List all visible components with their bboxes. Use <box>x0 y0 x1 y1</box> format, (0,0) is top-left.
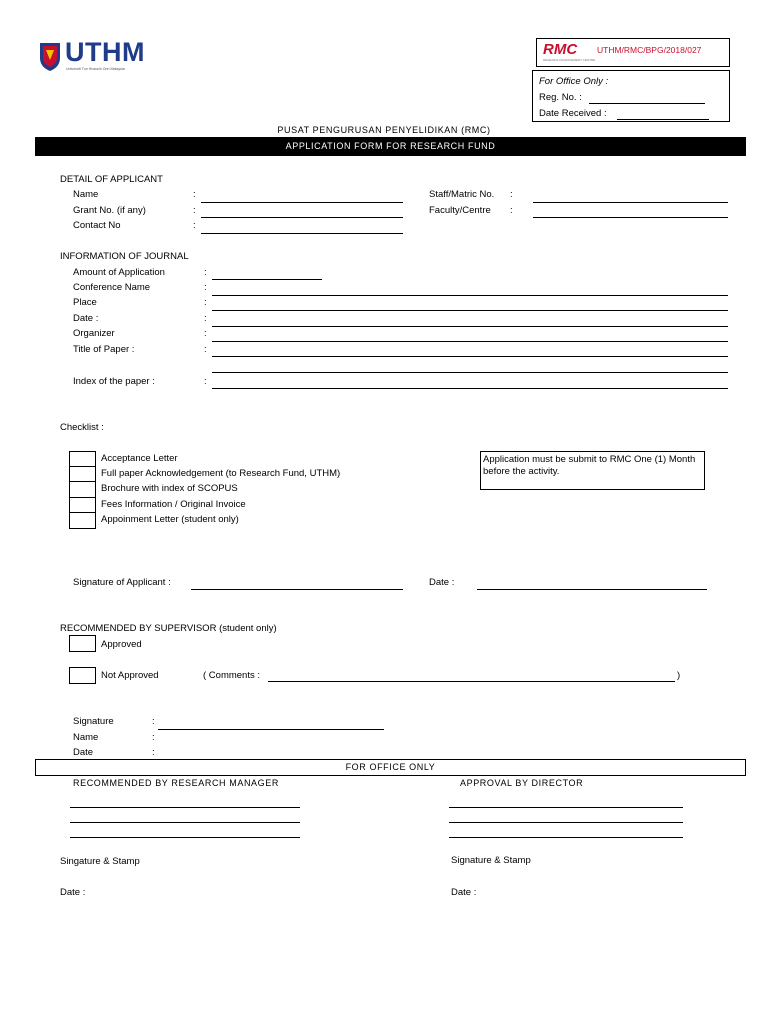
date-received-label: Date Received : <box>539 108 607 119</box>
uthm-logo-text: UTHM <box>65 37 145 67</box>
approved-label: Approved <box>101 639 142 650</box>
supervisor-section-title: RECOMMENDED BY SUPERVISOR (student only) <box>60 623 277 634</box>
checklist-item-3: Brochure with index of SCOPUS <box>101 483 238 494</box>
conference-label: Conference Name <box>73 282 151 293</box>
conference-field[interactable] <box>212 295 728 296</box>
index-label: Index of the paper : <box>73 376 155 387</box>
not-approved-label: Not Approved <box>101 670 159 681</box>
comments-field[interactable] <box>268 681 675 682</box>
amount-label: Amount of Application <box>73 267 165 278</box>
checklist-item-5: Appoinment Letter (student only) <box>101 514 239 525</box>
paper-title-label: Title of Paper : <box>73 344 135 355</box>
comments-label: ( Comments : <box>203 670 261 681</box>
director-date-label: Date : <box>451 887 477 898</box>
reference-code-box <box>536 38 730 67</box>
director-section-title: APPROVAL BY DIRECTOR <box>460 778 584 788</box>
rmc-logo: RMC <box>543 41 578 58</box>
office-only-bar: FOR OFFICE ONLY <box>35 759 746 776</box>
director-field-1[interactable] <box>449 807 683 808</box>
staff-field[interactable] <box>533 202 728 203</box>
colon: : <box>152 716 155 727</box>
manager-field-1[interactable] <box>70 807 300 808</box>
manager-date-label: Date : <box>60 887 86 898</box>
index-field[interactable] <box>212 388 728 389</box>
place-label: Place <box>73 297 97 308</box>
contact-label: Contact No <box>73 220 121 231</box>
supervisor-signature-field[interactable] <box>158 729 384 730</box>
submission-note <box>480 451 705 490</box>
checklist-title: Checklist : <box>60 422 104 433</box>
reference-code: UTHM/RMC/BPG/2018/027 <box>597 45 702 55</box>
uthm-logo <box>38 38 178 74</box>
grant-field[interactable] <box>201 217 403 218</box>
contact-field[interactable] <box>201 233 403 234</box>
manager-section-title: RECOMMENDED BY RESEARCH MANAGER <box>73 778 279 788</box>
approved-checkbox[interactable] <box>69 635 96 652</box>
colon: : <box>152 747 155 758</box>
reg-no-field[interactable] <box>589 103 705 104</box>
manager-stamp-label: Singature & Stamp <box>60 856 140 867</box>
name-label: Name <box>73 189 99 200</box>
director-field-3[interactable] <box>449 837 683 838</box>
applicant-section-title: DETAIL OF APPLICANT <box>60 174 163 185</box>
submission-note-text: Application must be submit to RMC One (1) Month before the activity. <box>483 454 696 477</box>
colon: : <box>193 189 196 200</box>
checklist-item-4: Fees Information / Original Invoice <box>101 499 246 510</box>
colon: : <box>193 205 196 216</box>
journal-date-field[interactable] <box>212 326 728 327</box>
date-label: Date : <box>73 313 99 324</box>
checklist-item-1: Acceptance Letter <box>101 453 178 464</box>
colon: : <box>204 328 207 339</box>
colon: : <box>204 297 207 308</box>
place-field[interactable] <box>212 310 728 311</box>
faculty-field[interactable] <box>533 217 728 218</box>
name-field[interactable] <box>201 202 403 203</box>
center-title: PUSAT PENGURUSAN PENYELIDIKAN (RMC) <box>277 125 491 135</box>
supervisor-date-label: Date <box>73 747 94 758</box>
applicant-date-label: Date : <box>429 577 455 588</box>
checklist-checkbox-3[interactable] <box>69 481 96 498</box>
colon: : <box>193 220 196 231</box>
applicant-date-field[interactable] <box>477 589 707 590</box>
paper-title-field[interactable] <box>212 356 728 357</box>
manager-field-2[interactable] <box>70 822 300 823</box>
applicant-signature-label: Signature of Applicant : <box>73 577 171 588</box>
organizer-field[interactable] <box>212 341 728 342</box>
uthm-crest-icon <box>38 40 62 72</box>
checklist-checkbox-5[interactable] <box>69 512 96 529</box>
colon: : <box>204 344 207 355</box>
amount-field[interactable] <box>212 279 322 280</box>
organizer-label: Organizer <box>73 328 115 339</box>
director-field-2[interactable] <box>449 822 683 823</box>
manager-field-3[interactable] <box>70 837 300 838</box>
not-approved-checkbox[interactable] <box>69 667 96 684</box>
form-title-bar: APPLICATION FORM FOR RESEARCH FUND <box>35 137 746 156</box>
faculty-label: Faculty/Centre <box>429 205 491 216</box>
colon: : <box>204 267 207 278</box>
paper-title-field-2[interactable] <box>212 372 728 373</box>
director-stamp-label: Signature & Stamp <box>451 855 531 866</box>
office-only-box <box>532 70 730 122</box>
supervisor-signature-label: Signature <box>73 716 114 727</box>
journal-section-title: INFORMATION OF JOURNAL <box>60 251 189 262</box>
office-only-title: For Office Only : <box>539 76 609 87</box>
colon: : <box>204 376 207 387</box>
colon: : <box>204 282 207 293</box>
uthm-logo-tagline: Universiti Tun Hussein Onn Malaysia <box>66 67 125 71</box>
supervisor-name-label: Name <box>73 732 99 743</box>
rmc-tagline: RESEARCH MANAGEMENT CENTRE <box>543 58 596 62</box>
reg-no-label: Reg. No. : <box>539 92 582 103</box>
comments-close: ) <box>677 670 681 681</box>
staff-label: Staff/Matric No. <box>429 189 495 200</box>
colon: : <box>510 205 513 216</box>
colon: : <box>152 732 155 743</box>
colon: : <box>510 189 513 200</box>
date-received-field[interactable] <box>617 119 709 120</box>
checklist-item-2: Full paper Acknowledgement (to Research Fund, UTHM) <box>101 468 341 479</box>
grant-label: Grant No. (if any) <box>73 205 146 216</box>
applicant-signature-field[interactable] <box>191 589 403 590</box>
colon: : <box>204 313 207 324</box>
